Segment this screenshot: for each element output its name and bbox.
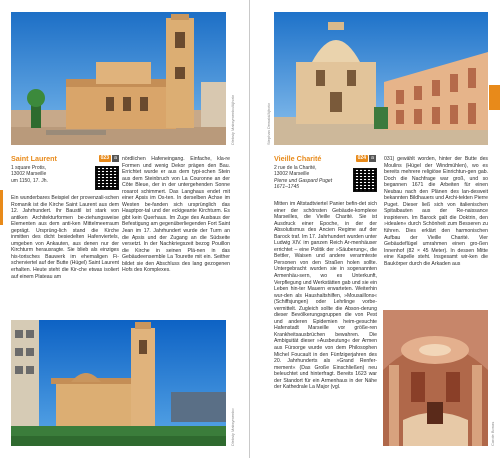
vieille-charite-text: Mitten im Altstadtviertel Panier befin-det sich einer der schönsten Gebäude-komplexe Marseilles, die Vieille Charité. Sie ist Ausdruck einer Epoche, in der der Absolutismus des Ancien Regime auf der Barock traf. Im 17. Jahrhundert wurden unter Ludwig XIV. im ganzen Reich Ar-menhäuser errichtet – eine Politik der »Säuberung«, die Bettler, Waisen und andere verarmteste Personen von den Straßen holen sollte. Untergebracht wurden sie in sogenannten Armenhäu-sern, wo es Unterkunft, Verpflegung und Werkstätten gab und sie ein Leben hin-ter Mauern erwarteten. Weiterhin wur-den als Haushaltshilfen, »Mousaillons« (Schiffsjungen) oder Lehrlinge vorbe-vermittelt. Zugleich sollte die Abson-derung dieser Bevölkerungsgruppen die von Pest und anderen Epidemien heim-gesuchte Hafenstadt Marseille vor größe-ren Krankheitsausbrüchen bewahren. Die Ambiguität dieser »Ausbeutung« der Armen aus Fürsorge wurde von dem Philosophen Michel Foucault in den Fünfzigerjahren des 20. Jahrhunderts als »Grand Renfer-mement« (Das Große Einschließen) neu beleuchtet und hinterfragt. Bereits 1623 war der Standort für ein Armenhaus in der Nähe der Kathedrale La Major (vgl. (274, 201, 377, 391)
orange-tab (489, 85, 500, 110)
photo-credit: Dleksiy Maksymenko/Ajhoto (230, 94, 235, 145)
photo-saint-laurent (11, 12, 226, 145)
poi-number-badge: 024 (357, 155, 366, 161)
page-gutter (249, 0, 250, 458)
photo-vieille-charite (274, 12, 488, 145)
photo-credit: Carole Bonas (490, 421, 495, 446)
map-marker-icon: a (112, 155, 119, 162)
saint-laurent-text: Ein wunderbares Beispiel der provenzali-schen Romanik ist die Kirche Saint Laurent aus dem 12. Jahrhundert. Ihr Baustil ist stark von antiken Architekturformen be-ziehungsweise Elementen aus dem anti-ken Mittelmeerraum geprägt. Ursprüng-lich stand die Kirche inmitten des dicht besiedelten Hafenviertels, umgeben von Ankauten, aus denen nur der Kirchturm herausragte. Sie blieb als einziges his-torisches Bauwerk im ehemaligen Fi-scherviertel auf der Butte (Hügel) Saint Laurent erhalten. Heute steht die Kir-che etwas isoliert auf einem Plateau am (11, 195, 119, 280)
photo-saint-laurent-church (11, 320, 226, 446)
address: 2 rue de la Charité, 13002 Marseille Pierre und Gaspard Puget 1671–1745 (274, 165, 333, 191)
map-marker-icon: a (369, 155, 376, 162)
qr-code[interactable] (353, 168, 377, 192)
address: 1 square Protis, 13002 Marseille um 1150, 17. Jh. (11, 165, 48, 184)
photo-chapel-interior (383, 310, 488, 446)
qr-code[interactable] (95, 166, 119, 190)
vieille-charite-header (274, 154, 376, 163)
column-text: nördlichen Hafeneingang. Einfache, kla-re Formen und wenig Dekor prägen den Bau. Errichtet wurde er aus dem typi-schen Stein aus dem Steinbruch von La Couronne an der Côte Bleue, der in der untergehenden Sonne rosarot schimmert. Das Langhaus endet mit einer Apsis im Os-ten. In derselben Achse im Westen be-fanden sich ursprünglich das Hauptpor-tal und der eckigeante Kirchturm. Es gibt kein Querhaus. Im Zuge des Ausbaus der Befestigung am gegenüberliegenden Fort Saint Jean im 17. Jahrhundert wurde der Turm an die Apsis und der Zugang an die Südseite versetzt. In der Nachkriegszeit bezog Pouillon die Kirche in seinen Plä-nen in das Gebäudeensemble La Tourette mit ein. Seither bildet sie den Abschluss des lang gezogenen Hofs des Komplexes. (122, 156, 230, 274)
column-text: 031) gewählt worden, hinter der Butte des Moulins (Hügel der Windmühlen), wo es bereits mehrere religiöse Einrichtun-gen gab. Doch die Nachfrage war groß, und so begannen 1671 die Arbeiten für einen Neubau nach den Plänen des lan-desweit bekannten Bildhauers und Archi-tekten Pierre Puget. Dieser ließ sich von italienischen Spitalbauten aus der Re-naissance inspirieren. Im Barock galt die Doktrin, den »idealen« durch Schönheit zum Besseren zu führen. Dies erklärt den harmonischen Aufbau der Vieille Charité. Vier Gebäudeflügel umrahmen einen gro-ßen Innenhof (82 × 45 Meter). In dessen Mitte eine Kapelle steht. Insgesamt wir-ken die Baukörper durch die Arkaden aus (384, 156, 488, 267)
saint-laurent-header (11, 154, 119, 163)
section-title: Vieille Charité (274, 154, 322, 163)
orange-tab (0, 190, 3, 225)
poi-number-badge: 023 (100, 155, 109, 161)
section-title: Saint Laurent (11, 154, 57, 163)
photo-credit: Dleksiy Maksymenko (230, 408, 235, 446)
photo-credit: Stephan Dewald/Ajhoto (266, 103, 271, 145)
